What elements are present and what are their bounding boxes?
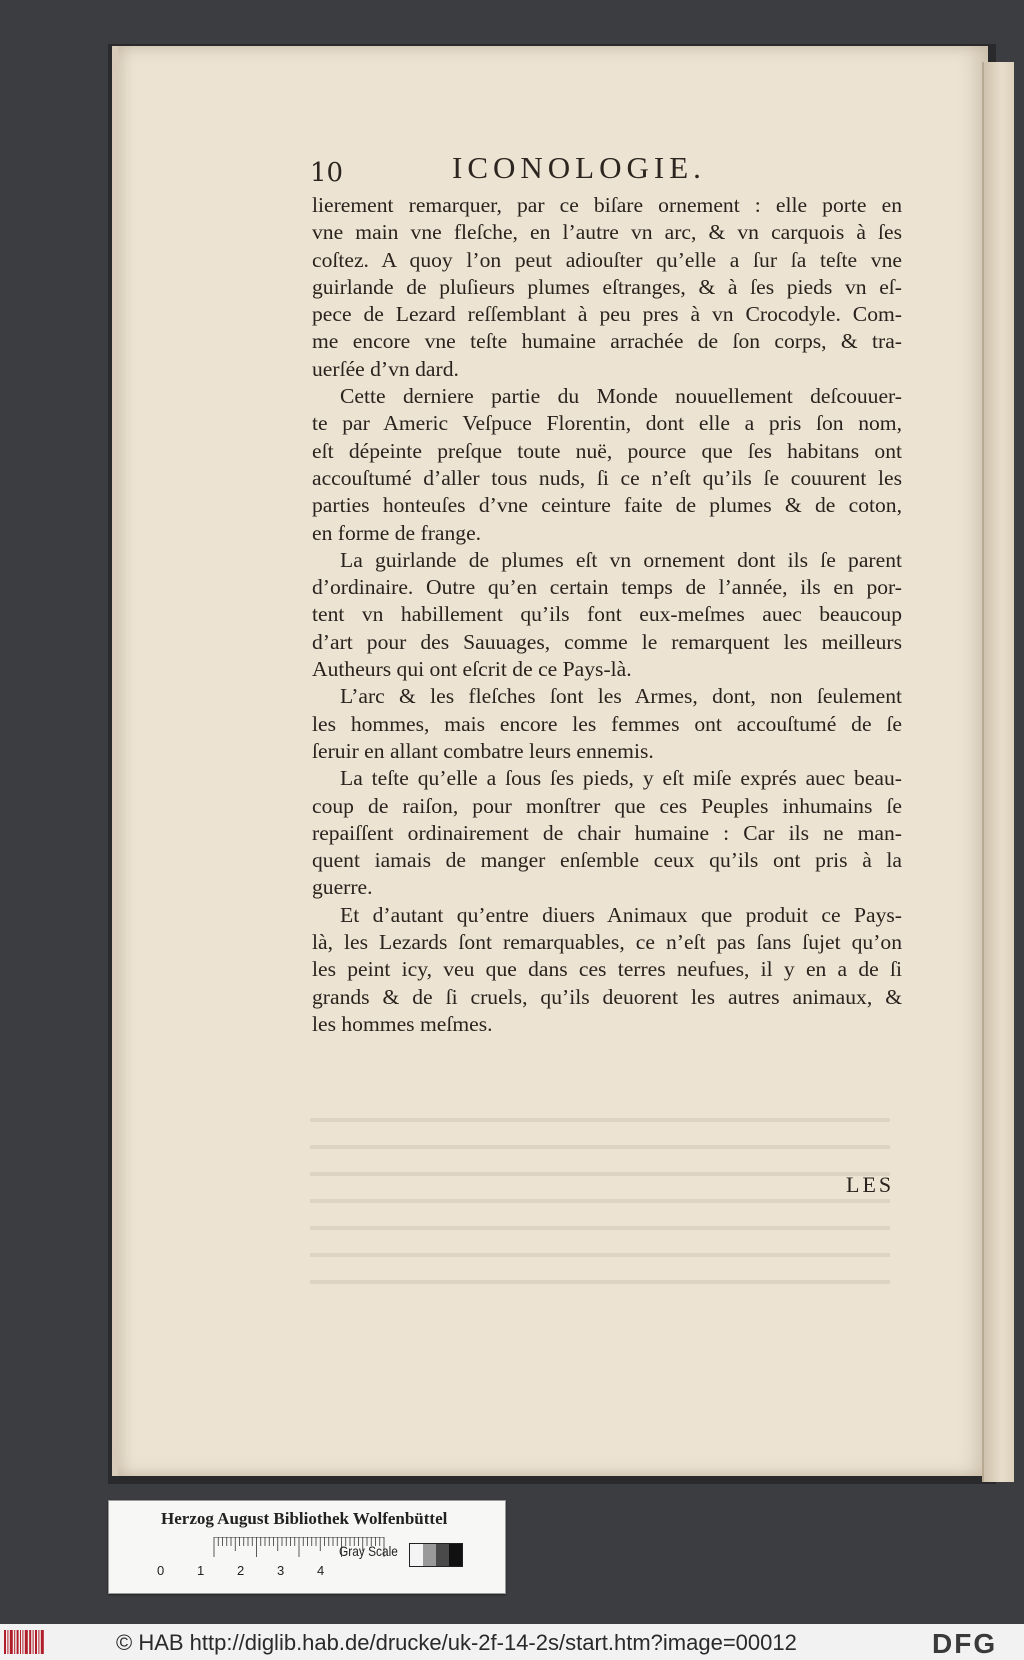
text-line: La guirlande de plumes eſt vn ornement dont ils ſe parent — [340, 547, 902, 572]
text-line: me encore vne teſte humaine arrachée de ſon corps, & tra- — [312, 329, 902, 354]
text-line: Et d’autant qu’entre diuers Animaux que produit ce Pays- — [340, 902, 902, 927]
text-line: en forme de frange. — [312, 520, 482, 545]
catchword: LES — [846, 1172, 895, 1197]
color-scale-card — [108, 1500, 506, 1594]
text-line: repaiſſent ordinairement de chair humaine : Car ils ne man- — [312, 820, 902, 845]
text-line: eſt dépeinte preſque toute nuë, pource que ſes habitans ont — [312, 438, 902, 463]
ruler-label: 3 — [277, 1563, 285, 1578]
text-line: guerre. — [312, 875, 373, 900]
text-line: coſtez. A quoy l’on peut adiouſter qu’elle a ſur ſa teſte vne — [312, 247, 902, 272]
text-line: uerſée d’vn dard. — [312, 356, 459, 381]
text-line: d’ordinaire. Outre qu’en certain temps de l’année, ils en por- — [312, 575, 902, 600]
text-line: là, les Lezards ſont remarquables, ce n’eſt pas ſans ſujet qu’on — [312, 930, 902, 955]
text-line: tent vn habillement qu’ils font eux-meſmes auec beaucoup — [312, 602, 902, 627]
text-line: La teſte qu’elle a ſous ſes pieds, y eſt miſe exprés auec beau- — [340, 766, 902, 791]
text-line: lierement remarquer, par ce biſare ornement : elle porte en — [312, 193, 902, 217]
text-line: les hommes meſmes. — [312, 1011, 493, 1036]
text-line: vne main vne fleſche, en l’autre vn arc, & vn carquois à ſes — [312, 220, 902, 245]
hab-barcode-logo-icon — [4, 1628, 46, 1656]
text-line: guirlande de pluſieurs plumes eſtranges, & à ſes pieds vn eſ- — [312, 274, 902, 299]
text-line: te par Americ Veſpuce Florentin, dont elle a pris ſon nom, — [312, 411, 902, 436]
text-line: Autheurs qui ont eſcrit de ce Pays-là. — [312, 657, 632, 682]
facing-page-edge — [982, 62, 1014, 1482]
ruler-label: 0 — [157, 1563, 165, 1578]
text-line: les hommes, mais encore les femmes ont accouſtumé de ſe — [312, 711, 902, 736]
text-line: quent iamais de manger enſemble ceux qu’ils ont pris à la — [312, 848, 902, 873]
dfg-logo: DFG — [932, 1628, 998, 1659]
text-line: les peint icy, veu que dans ces terres neufues, il y en a de ſi — [312, 957, 902, 982]
show-through-text — [310, 1100, 890, 1300]
text-line: pece de Lezard reſſemblant à peu pres à vn Crocodyle. Com- — [312, 302, 902, 327]
ruler-label: 2 — [237, 1563, 245, 1578]
body-text — [312, 192, 902, 1038]
footer-copyright-url[interactable]: © HAB http://diglib.hab.de/drucke/uk-2f-14-2s/start.htm?image=00012 — [116, 1630, 797, 1655]
ruler-label: 1 — [197, 1563, 205, 1578]
text-line: accouſtumé d’aller tous nuds, ſi ce n’eſt qu’ils ſe couurent les — [312, 465, 902, 490]
footer-bar — [0, 1624, 1024, 1660]
ruler-label: 4 — [317, 1563, 325, 1578]
text-line: Cette derniere partie du Monde nouuellement deſcouuer- — [340, 384, 902, 409]
running-head — [310, 150, 910, 190]
gray-scale-swatches — [409, 1543, 463, 1567]
library-name: Herzog August Bibliothek Wolfenbüttel — [161, 1509, 448, 1528]
page-number: 10 — [310, 158, 344, 188]
text-line: grands & de ſi cruels, qu’ils deuorent les autres animaux, & — [312, 984, 902, 1009]
text-line: parties honteuſes d’vne ceinture faite de plumes & de coton, — [312, 493, 902, 518]
text-line: ſeruir en allant combatre leurs ennemis. — [312, 738, 654, 763]
text-line: L’arc & les fleſches ſont les Armes, dont, non ſeulement — [340, 684, 902, 709]
text-line: coup de raiſon, pour monſtrer que ces Peuples inhumains ſe — [312, 793, 902, 818]
text-line: d’art pour des Sauuages, comme le remarquent les meilleurs — [312, 629, 902, 654]
gray-scale-label: Gray Scale — [339, 1543, 398, 1559]
running-head-title: ICONOLOGIE. — [452, 150, 706, 185]
